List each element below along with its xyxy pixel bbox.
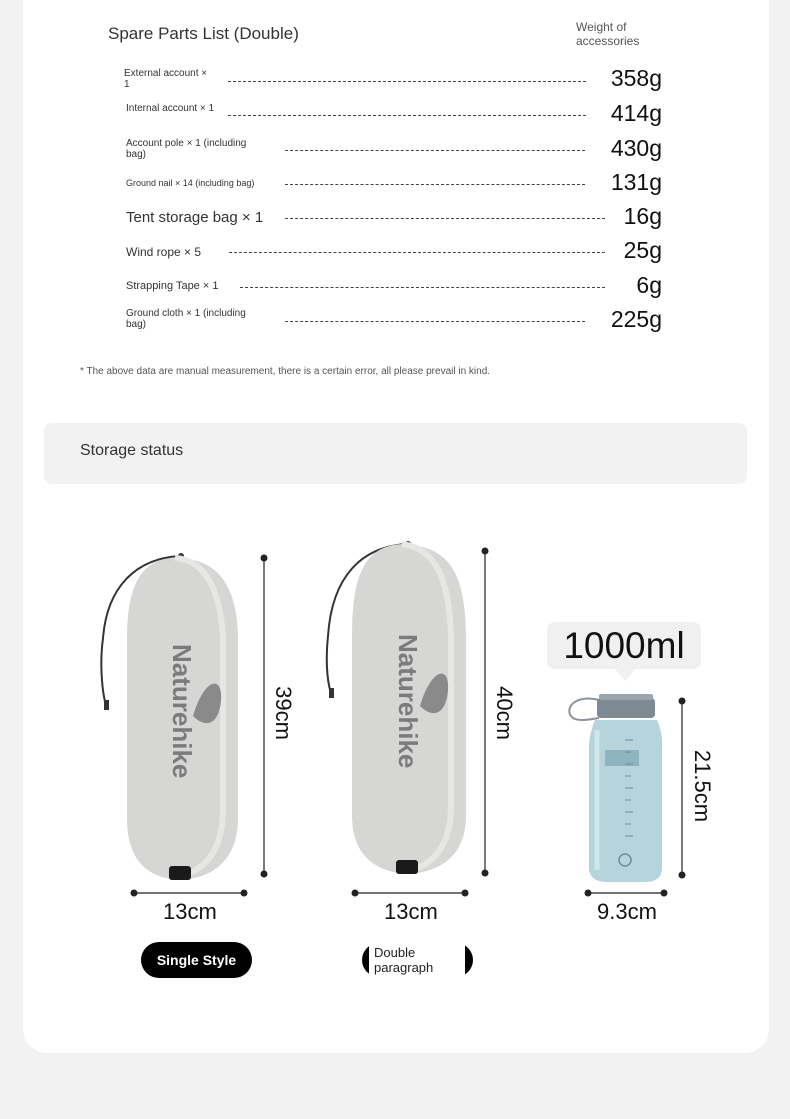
storage-status-header	[44, 423, 747, 484]
single-width-label: 13cm	[163, 899, 217, 924]
leader-line	[285, 150, 585, 151]
item-label: Strapping Tape × 1	[126, 280, 219, 292]
badge-pointer	[615, 669, 635, 683]
double-height-label: 40cm	[491, 686, 517, 740]
item-label: Account pole × 1 (including bag)	[126, 138, 247, 160]
double-paragraph-badge	[362, 943, 473, 977]
item-label: External account × 1	[124, 68, 208, 90]
item-weight: 414g	[610, 100, 662, 126]
spare-parts-title: Spare Parts List (Double)	[108, 24, 299, 43]
item-label: Tent storage bag × 1	[126, 209, 264, 226]
item-weight: 131g	[610, 169, 662, 195]
item-weight: 358g	[610, 65, 662, 91]
leader-line	[285, 184, 585, 185]
leader-line	[228, 115, 586, 116]
measurement-note: * The above data are manual measurement, there is a certain error, all please prevail in kind.	[80, 366, 491, 377]
bottle-width-label: 9.3cm	[597, 899, 657, 924]
item-weight: 16g	[623, 203, 662, 229]
single-style-badge: Single Style	[141, 942, 252, 978]
item-weight: 6g	[636, 272, 662, 298]
leader-line	[229, 252, 605, 253]
weight-column-header: Weight of accessories	[576, 20, 640, 48]
storage-status-title: Storage status	[80, 442, 184, 459]
bottle-dimension-lines	[580, 693, 690, 898]
single-height-label: 39cm	[270, 686, 296, 740]
item-label: Ground cloth × 1 (including bag)	[126, 308, 246, 330]
bottle-height-label: 21.5cm	[690, 749, 716, 823]
double-dimension-lines	[347, 543, 497, 903]
item-weight: 430g	[610, 135, 662, 161]
double-width-label: 13cm	[384, 899, 438, 924]
item-label: Ground nail × 14 (including bag)	[126, 178, 255, 188]
item-weight: 225g	[610, 306, 662, 332]
item-label: Internal account × 1	[126, 103, 215, 114]
leader-line	[240, 287, 605, 288]
leader-line	[285, 218, 605, 219]
item-label: Wind rope × 5	[126, 245, 202, 259]
double-paragraph-label: Double paragraph	[369, 943, 465, 977]
leader-line	[285, 321, 585, 322]
leader-line	[228, 81, 586, 82]
bag-brand-logo: Naturehike	[393, 634, 423, 769]
item-weight: 25g	[623, 237, 662, 263]
bottle-volume-badge: 1000ml	[547, 622, 701, 669]
single-dimension-lines	[126, 550, 276, 900]
bag-brand-logo: Naturehike	[167, 644, 197, 779]
